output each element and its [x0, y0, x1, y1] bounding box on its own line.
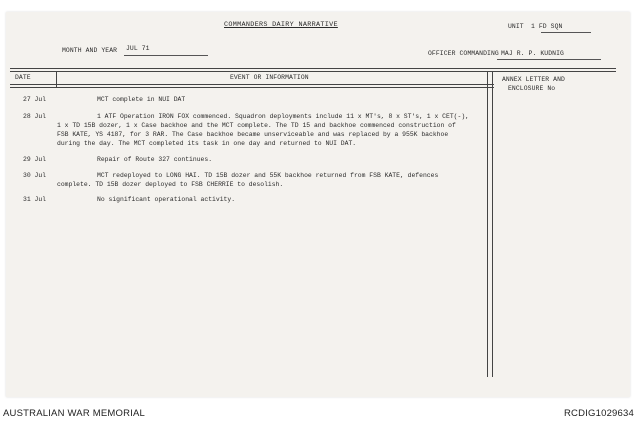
entry-date: 30 Jul	[23, 172, 47, 179]
entry-text: during the day. The MCT completed its task in one day and returned to NUI DAT.	[57, 140, 357, 147]
table-top-border	[10, 68, 616, 69]
officer-commanding-value: MAJ R. P. KUDNIG	[501, 50, 564, 57]
entry-date: 27 Jul	[23, 96, 47, 103]
header-bottom-border	[10, 84, 494, 85]
entry-date: 31 Jul	[23, 196, 47, 203]
column-header-annex: ANNEX LETTER AND	[502, 76, 565, 83]
entry-text: MCT complete in NUI DAT	[97, 96, 186, 103]
date-column-divider	[56, 71, 57, 87]
entry-text: 1 x TD 15B dozer, 1 x Case backhoe and the MCT complete. The TD 15 and backhoe commenced construction of	[57, 122, 456, 129]
entry-text: FSB KATE, YS 4187, for 3 RAR. The Case backhoe became unserviceable and was replaced by a 955K backhoe	[57, 131, 449, 138]
month-year-label: MONTH AND YEAR	[62, 47, 118, 54]
column-header-event: EVENT OR INFORMATION	[230, 74, 309, 81]
officer-commanding-label: OFFICER COMMANDING	[428, 50, 499, 57]
unit-label: UNIT	[508, 23, 524, 30]
column-header-enclosure: ENCLOSURE No	[508, 85, 556, 92]
month-year-value: JUL 71	[126, 45, 150, 52]
entry-text: complete. TD 15B dozer deployed to FSB CHERRIE to desolish.	[57, 181, 284, 188]
document-page	[6, 12, 630, 397]
entry-date: 29 Jul	[23, 156, 47, 163]
entry-text: Repair of Route 327 continues.	[97, 156, 213, 163]
annex-column-divider-double	[492, 71, 493, 377]
entry-text: No significant operational activity.	[97, 196, 236, 203]
column-header-date: DATE	[15, 74, 31, 81]
document-title: COMMANDERS DAIRY NARRATIVE	[224, 21, 338, 29]
document-id: RCDIG1029634	[564, 408, 634, 419]
entry-date: 28 Jul	[23, 113, 47, 120]
unit-value: 1 FD SQN	[531, 23, 563, 30]
officer-commanding-underline	[497, 59, 601, 60]
unit-underline	[541, 32, 591, 33]
entry-text: 1 ATF Operation IRON FOX commenced. Squadron deployments include 11 x MT's, 8 x ST's, 1 x CET(-),	[97, 113, 469, 120]
header-bottom-border-double	[10, 87, 494, 88]
entry-text: MCT redeployed to LONG HAI. TD 15B dozer and 55K backhoe returned from FSB KATE, defences	[97, 172, 439, 179]
month-year-underline	[124, 55, 208, 56]
archive-credit: AUSTRALIAN WAR MEMORIAL	[3, 408, 146, 419]
annex-column-divider	[487, 71, 488, 377]
table-top-border-double	[10, 71, 616, 72]
